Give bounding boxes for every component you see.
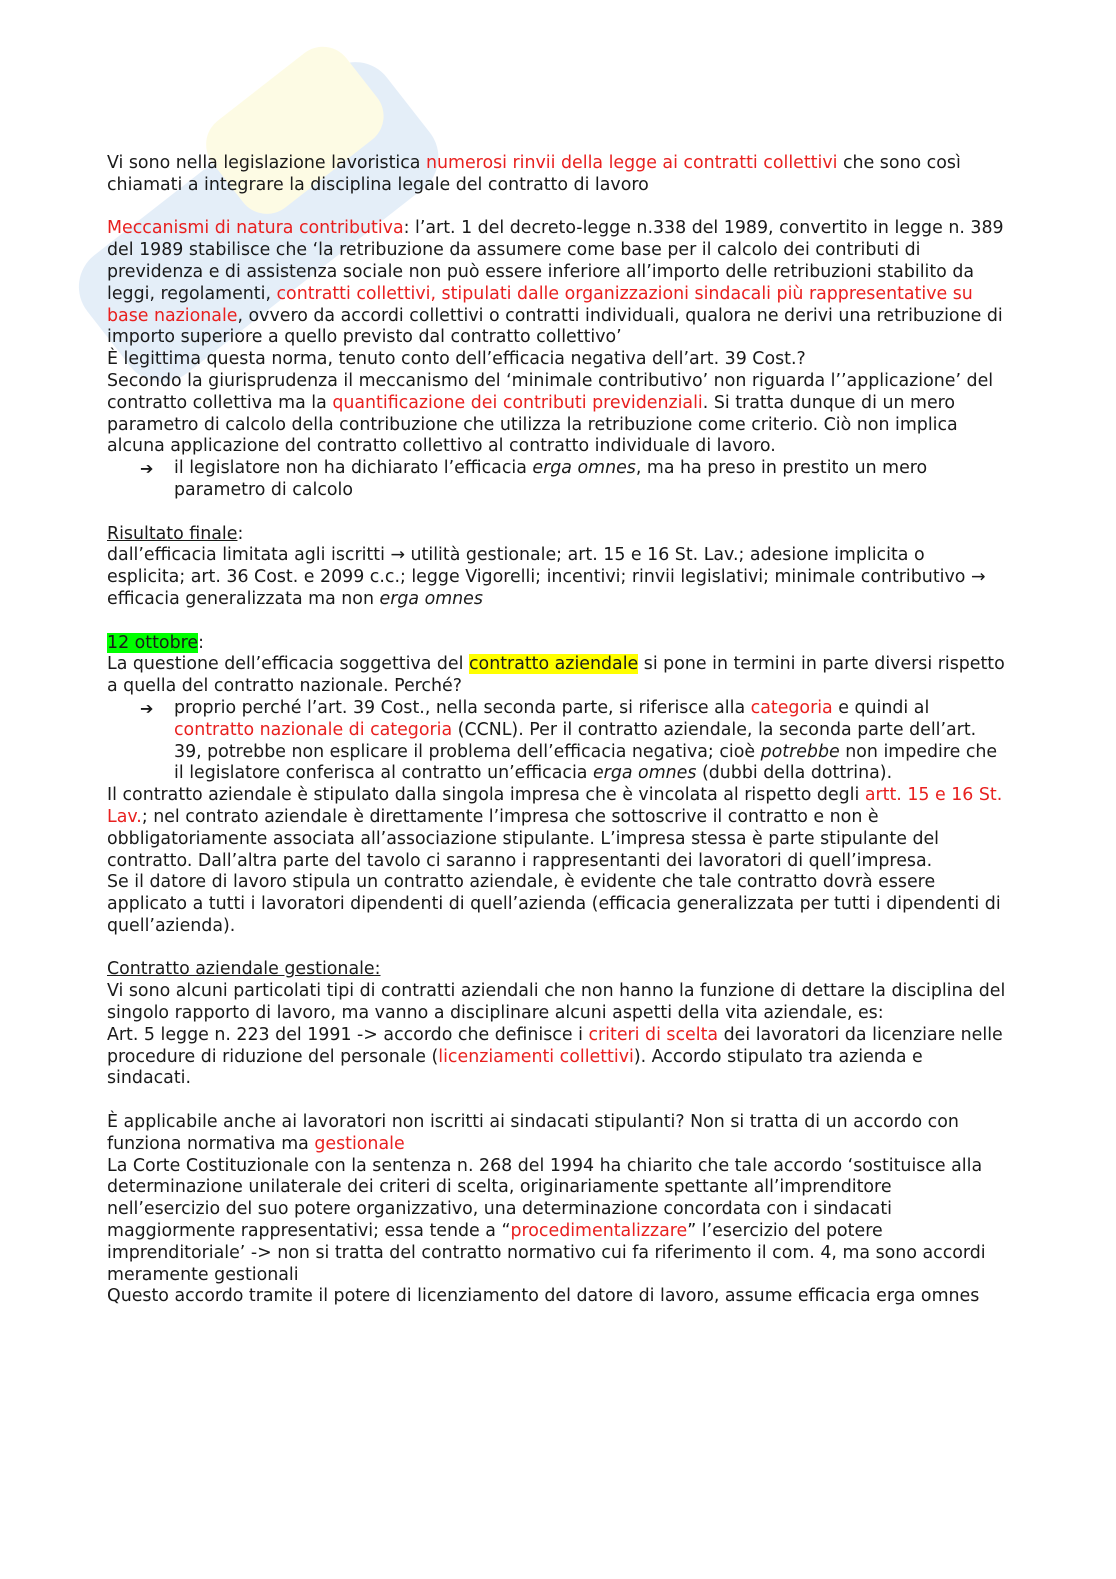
highlight-quantificazione: quantificazione dei contributi previdenziali: [332, 392, 703, 413]
paragraph-risultato: dall’efficacia limitata agli iscritti → utilità gestionale; art. 15 e 16 St. Lav.; adesione implicita o esplicita; art. 36 Cost. e 2099 c.c.; legge Vigorelli; incentivi; rinvii legislativi; minimale contributivo → efficacia generalizzata ma non erga omnes: [107, 545, 986, 609]
highlight-rinvii: numerosi rinvii della legge ai contratti collettivi: [426, 153, 838, 173]
paragraph-corte: La Corte Costituzionale con la sentenza n. 268 del 1994 ha chiarito che tale accordo ‘sostituisce alla determinazione unilaterale dei criteri di scelta, originariamente spettante all’imprenditore nell’esercizio del suo potere organizzativo, una determinazione concordata con i sindacati maggiormente rappresentativi; essa tende a “procedimentalizzare” l’esercizio del potere imprenditoriale’ -> non si tratta del contratto normativo cui fa riferimento il com. 4, ma sono accordi meramente gestionali: [107, 1155, 986, 1285]
paragraph-giurisprudenza: Secondo la giurisprudenza il meccanismo del ‘minimale contributivo’ non riguarda l’’applicazione’ del contratto collettiva ma la quantificazione dei contributi previdenziali. Si tratta dunque di un mero parametro di calcolo della contribuzione che utilizza la retribuzione come criterio. Ciò non implica alcuna applicazione del contratto collettivo al contratto individuale di lavoro.: [107, 370, 994, 457]
heading-gestionale: Contratto aziendale gestionale:: [107, 959, 381, 980]
paragraph-stipulato: Il contratto aziendale è stipulato dalla singola impresa che è vincolata al rispetto degli artt. 15 e 16 St. Lav.; nel contrato aziendale è direttamente l’impresa che sottoscrive il contratto e non è obbligatoriamente associata all’associazione stipulante. L’impresa stessa è parte stipulante del contratto. Dall’altra parte del tavolo ci saranno i rappresentanti dei lavoratori di quell’impresa.: [107, 785, 1003, 871]
arrow-bullet-icon: ➔: [140, 698, 154, 718]
paragraph-conclusione: Questo accordo tramite il potere di licenziamento del datore di lavoro, assume efficacia erga omnes: [107, 1286, 980, 1307]
term-meccanismi: Meccanismi di natura contributiva: [107, 218, 404, 239]
arrow-right-icon: →: [970, 567, 986, 588]
document-body: [107, 153, 1007, 1308]
paragraph-questione: La questione dell’efficacia soggettiva del contratto aziendale si pone in termini in parte diversi rispetto a quella del contratto nazionale. Perché?: [107, 654, 1005, 697]
paragraph-applicabile: È applicabile anche ai lavoratori non iscritti ai sindacati stipulanti? Non si tratta di un accordo con funziona normativa ma gestionale: [107, 1112, 959, 1154]
bullet-categoria: ➔ proprio perché l’art. 39 Cost., nella seconda parte, si riferisce alla categoria e quindi al contratto nazionale di categoria (CCNL). Per il contratto aziendale, la seconda parte dell’art. 39, potrebbe non esplicare il problema dell’efficacia negativa; cioè potrebbe non impedire che il legislatore conferisca al contratto un’efficacia erga omnes (dubbi della dottrina).: [140, 697, 998, 784]
paragraph-datore: Se il datore di lavoro stipula un contratto aziendale, è evidente che tale contratto dovrà essere applicato a tutti i lavoratori dipendenti di quell’azienda (efficacia generalizzata per tutti i dipendenti di quell’azienda).: [107, 872, 1001, 936]
arrow-right-icon: →: [390, 545, 406, 566]
arrow-bullet-icon: ➔: [140, 459, 154, 479]
heading-risultato: Risultato finale:: [107, 523, 244, 544]
highlight-contratti-collettivi: contratti collettivi, stipulati dalle organizzazioni sindacali più rappresentative su base nazionale: [107, 283, 973, 326]
highlight-artt: artt. 15 e 16 St. Lav.: [107, 785, 1003, 827]
bullet-legislatore: ➔ il legislatore non ha dichiarato l’efficacia erga omnes, ma ha preso in prestito un mero parametro di calcolo: [140, 458, 928, 500]
paragraph-meccanismi: Meccanismi di natura contributiva: l’art. 1 del decreto-legge n.338 del 1989, convertito in legge n. 389 del 1989 stabilisce che ‘la retribuzione da assumere come base per il calcolo dei contributi di previdenza e di assistenza sociale non può essere inferiore all’importo delle retribuzioni stabilito da leggi, regolamenti, contratti collettivi, stipulati dalle organizzazioni sindacali più rappresentative su base nazionale, ovvero da accordi collettivi o contratti individuali, qualora ne derivi una retribuzione di importo superiore a quello previsto dal contratto collettivo’: [107, 218, 1004, 348]
paragraph-question: È legittima questa norma, tenuto conto dell’efficacia negativa dell’art. 39 Cost.?: [107, 349, 806, 370]
paragraph-art5: Art. 5 legge n. 223 del 1991 -> accordo che definisce i criteri di scelta dei lavoratori da licenziare nelle procedure di riduzione del personale (licenziamenti collettivi). Accordo stipulato tra azienda e sindacati.: [107, 1024, 1003, 1089]
highlight-contratto-aziendale: contratto aziendale: [469, 654, 639, 675]
paragraph-intro: Vi sono nella legislazione lavoristica numerosi rinvii della legge ai contratti collettivi che sono così chiamati a integrare la disciplina legale del contratto di lavoro: [107, 153, 961, 195]
date-highlight: 12 ottobre: [107, 632, 199, 653]
paragraph-particolati: Vi sono alcuni particolati tipi di contratti aziendali che non hanno la funzione di dettare la disciplina del singolo rapporto di lavoro, ma vanno a disciplinare alcuni aspetti della vita aziendale, es:: [107, 981, 1006, 1024]
date-heading: 12 ottobre:: [107, 632, 204, 653]
